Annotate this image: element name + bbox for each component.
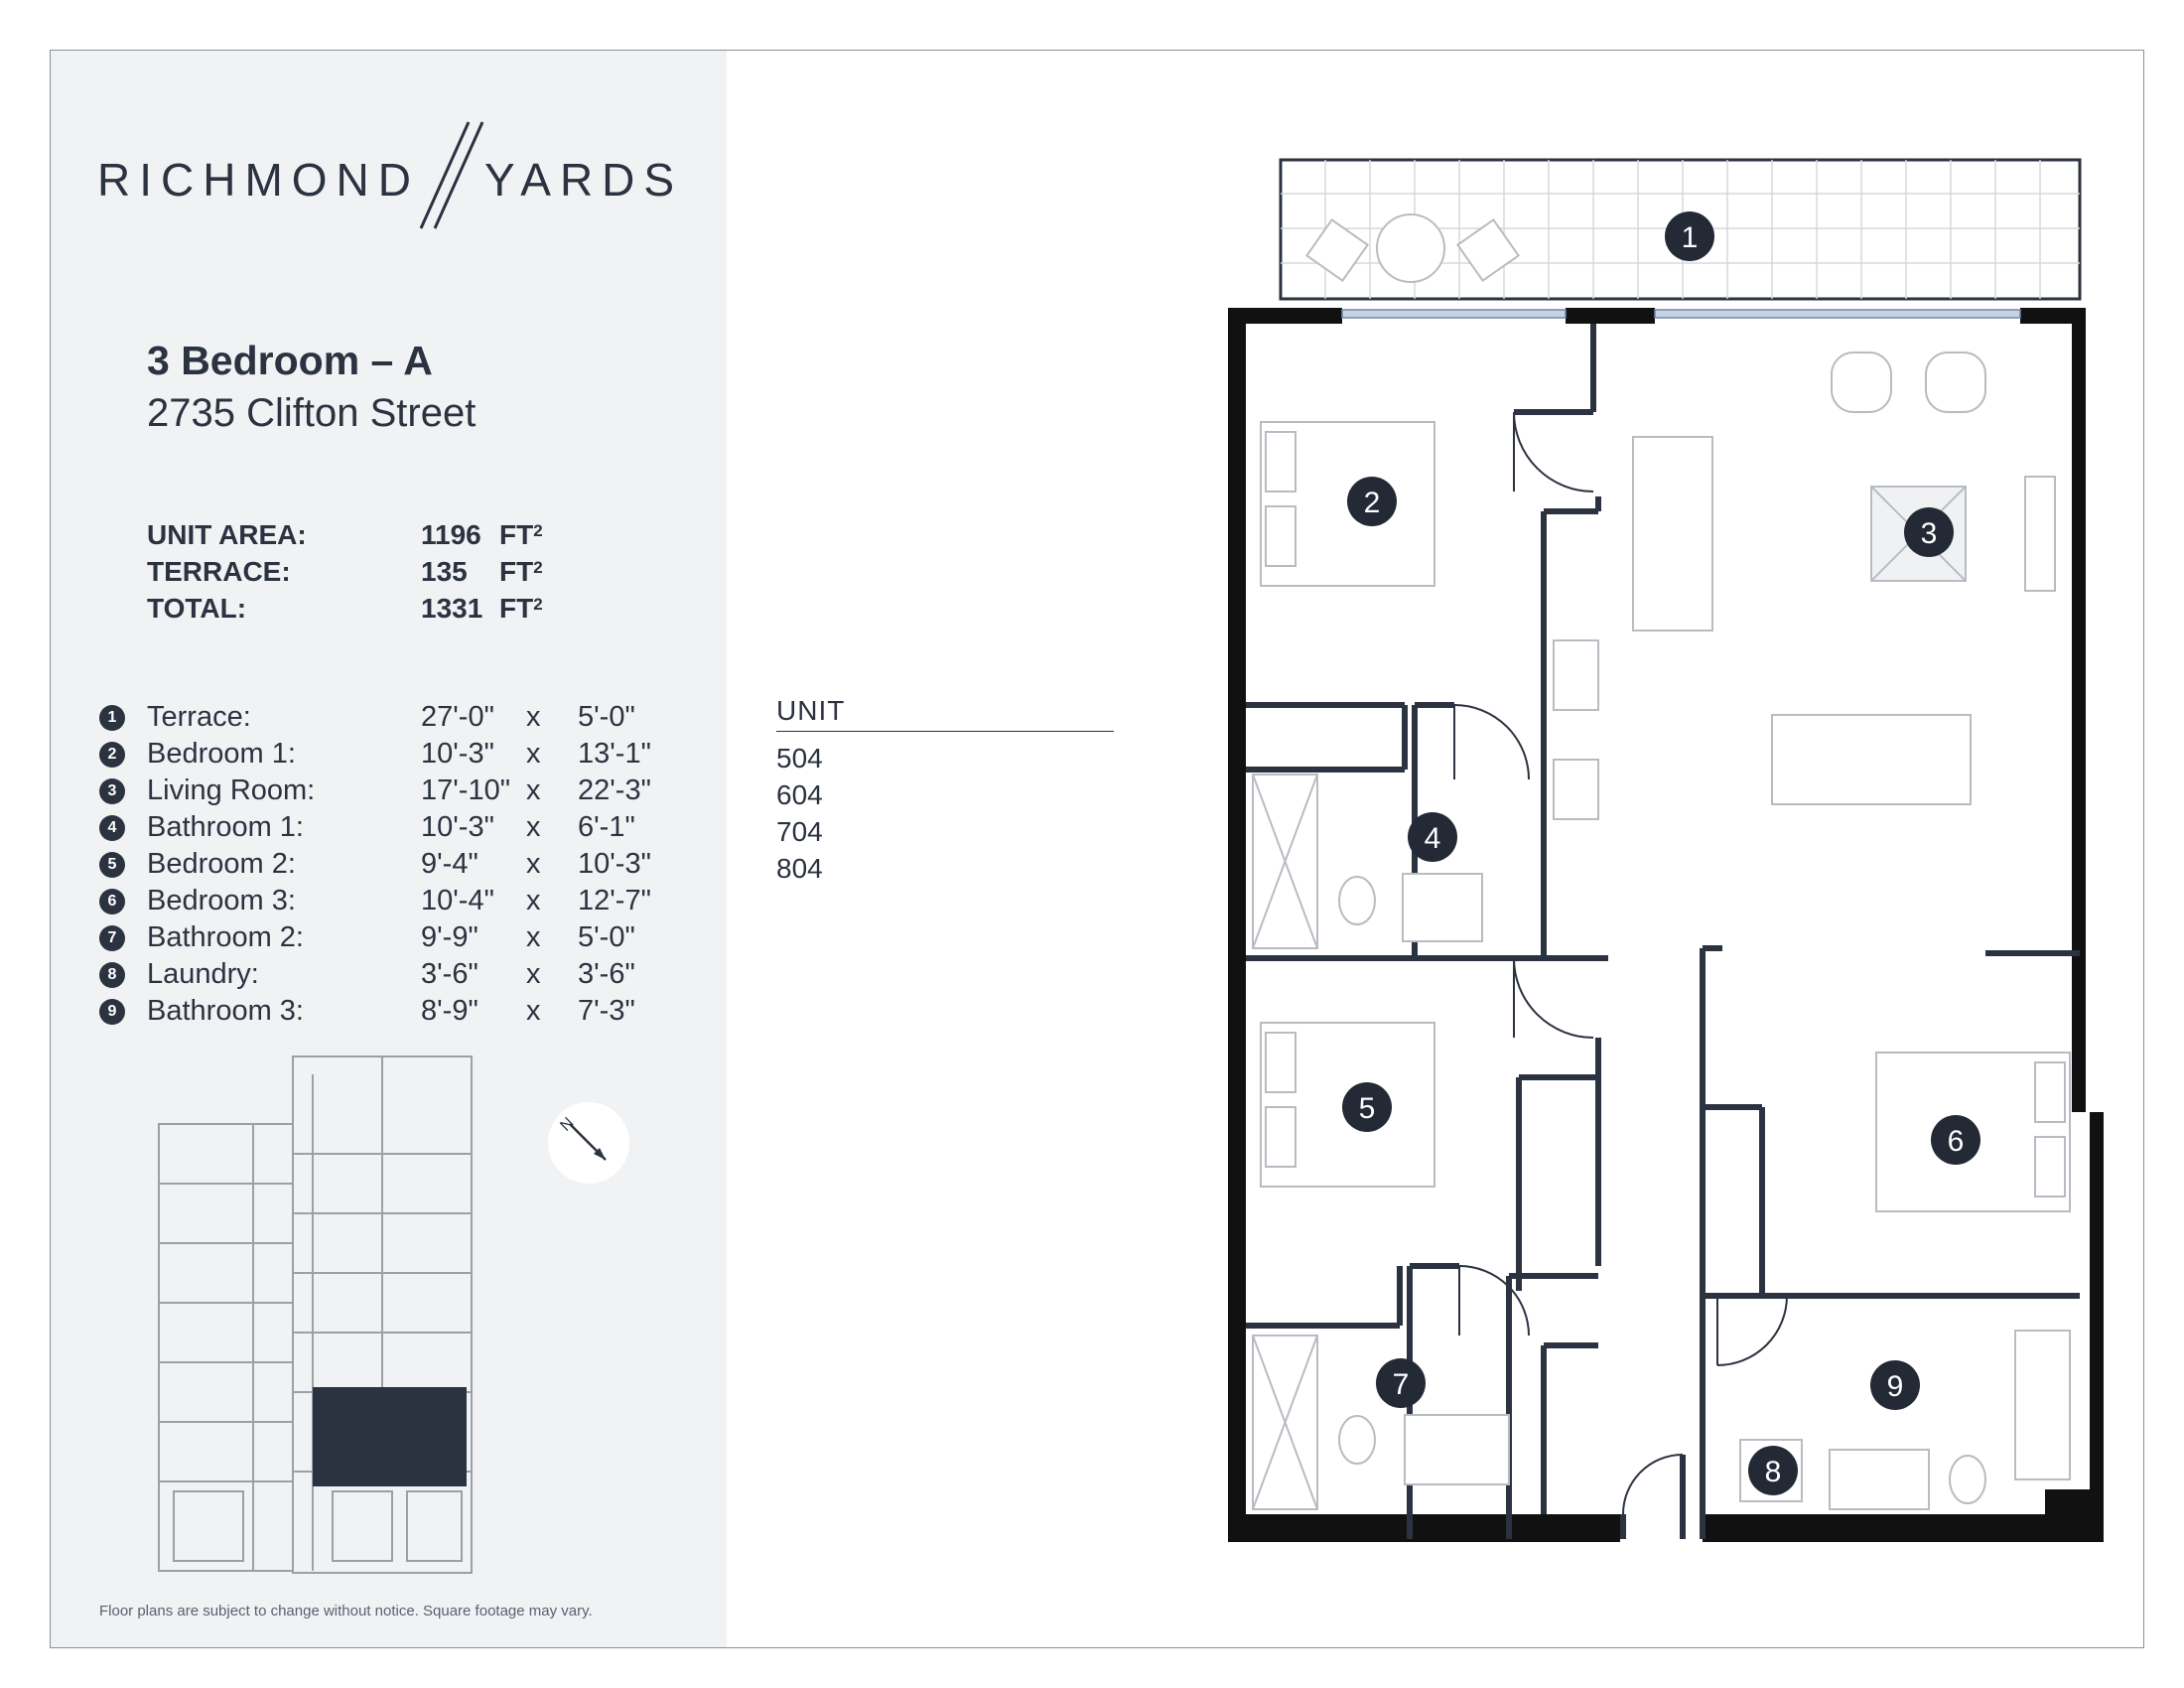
room-dim-x: x [526, 848, 541, 880]
room-name: Bedroom 2: [147, 848, 296, 880]
unit-number: 604 [776, 779, 823, 810]
room-name: Bedroom 1: [147, 738, 296, 770]
room-dim-1: 17'-10" [421, 774, 511, 806]
room-name: Living Room: [147, 774, 316, 806]
room-dim-2: 10'-3" [578, 848, 651, 880]
room-dim-1: 8'-9" [421, 995, 478, 1027]
room-row [99, 919, 715, 956]
north-arrow-icon [548, 1102, 629, 1184]
room-dim-1: 10'-3" [421, 738, 494, 770]
room-dim-1: 9'-9" [421, 921, 478, 953]
room-dim-1: 27'-0" [421, 701, 494, 733]
plan-label-bathroom-3: 9 [1886, 1370, 1904, 1403]
area-unit: $FT^2$ [499, 593, 543, 624]
room-dim-x: x [526, 958, 541, 990]
room-dim-2: 12'-7" [578, 885, 651, 916]
unit-list-rule [776, 731, 1114, 732]
room-dim-x: x [526, 811, 541, 843]
room-number-badge: 5 [99, 852, 125, 878]
plan-label-bedroom-1: 2 [1363, 487, 1381, 519]
plan-label-terrace: 1 [1681, 221, 1699, 254]
area-value: 1331 [421, 593, 483, 624]
room-row [99, 699, 715, 736]
area-value: 135 [421, 556, 468, 587]
disclaimer-text: Floor plans are subject to change without notice. Square footage may vary. [99, 1603, 593, 1619]
room-dim-x: x [526, 885, 541, 916]
area-label: TERRACE: [147, 556, 291, 587]
floor-plan [1216, 154, 2110, 1564]
compass [548, 1102, 629, 1184]
room-dim-1: 10'-4" [421, 885, 494, 916]
room-dim-1: 3'-6" [421, 958, 478, 990]
room-dim-x: x [526, 738, 541, 770]
area-row [147, 590, 643, 627]
room-dim-1: 10'-3" [421, 811, 494, 843]
room-row [99, 736, 715, 773]
plan-label-bathroom-1: 4 [1424, 822, 1441, 855]
room-dim-x: x [526, 921, 541, 953]
room-row [99, 846, 715, 883]
unit-type-title: 3 Bedroom – A [147, 338, 433, 383]
logo-word-right: YARDS [484, 154, 684, 206]
room-name: Bathroom 3: [147, 995, 304, 1027]
plan-label-bathroom-2: 7 [1392, 1368, 1410, 1401]
plan-label-bedroom-2: 5 [1358, 1092, 1376, 1125]
room-dim-x: x [526, 995, 541, 1027]
area-label: UNIT AREA: [147, 519, 307, 550]
room-dim-2: 7'-3" [578, 995, 635, 1027]
room-name: Bathroom 2: [147, 921, 304, 953]
room-number-badge: 3 [99, 778, 125, 804]
room-dim-2: 3'-6" [578, 958, 635, 990]
room-row [99, 993, 715, 1030]
plan-label-bedroom-3: 6 [1947, 1125, 1965, 1158]
unit-list-header: UNIT [776, 695, 846, 726]
room-dim-2: 5'-0" [578, 701, 635, 733]
room-number-badge: 4 [99, 815, 125, 841]
room-name: Terrace: [147, 701, 251, 733]
area-unit: $FT^2$ [499, 556, 543, 587]
unit-number: 804 [776, 853, 823, 884]
unit-number: 504 [776, 743, 823, 774]
room-name: Laundry: [147, 958, 259, 990]
richmond-yards-logo [97, 117, 683, 236]
compass-north-label: N [557, 1114, 578, 1135]
room-number-badge: 8 [99, 962, 125, 988]
room-row [99, 809, 715, 846]
room-row [99, 956, 715, 993]
area-unit: $FT^2$ [499, 519, 543, 550]
area-row [147, 516, 643, 553]
room-dim-2: 22'-3" [578, 774, 651, 806]
room-dim-2: 6'-1" [578, 811, 635, 843]
unit-list [776, 695, 1114, 887]
room-dim-1: 9'-4" [421, 848, 478, 880]
room-name: Bedroom 3: [147, 885, 296, 916]
area-value: 1196 [421, 519, 481, 550]
logo-word-left: RICHMOND [97, 154, 420, 206]
room-row [99, 773, 715, 809]
logo-slash-icon [417, 117, 486, 236]
building-key-plan [154, 1055, 481, 1581]
room-dim-2: 5'-0" [578, 921, 635, 953]
room-number-badge: 9 [99, 999, 125, 1025]
room-dim-x: x [526, 701, 541, 733]
room-dim-2: 13'-1" [578, 738, 651, 770]
plan-label-laundry: 8 [1764, 1456, 1782, 1488]
room-name: Bathroom 1: [147, 811, 304, 843]
unit-number: 704 [776, 816, 823, 847]
area-summary [147, 516, 643, 627]
room-number-badge: 2 [99, 742, 125, 768]
highlighted-unit [313, 1387, 467, 1486]
area-label: TOTAL: [147, 593, 247, 624]
room-dimensions-list [99, 699, 715, 1030]
plan-label-living-room: 3 [1920, 517, 1938, 550]
room-row [99, 883, 715, 919]
room-number-badge: 6 [99, 889, 125, 914]
room-number-badge: 1 [99, 705, 125, 731]
room-number-badge: 7 [99, 925, 125, 951]
unit-address: 2735 Clifton Street [147, 391, 477, 435]
area-row [147, 553, 643, 590]
room-dim-x: x [526, 774, 541, 806]
